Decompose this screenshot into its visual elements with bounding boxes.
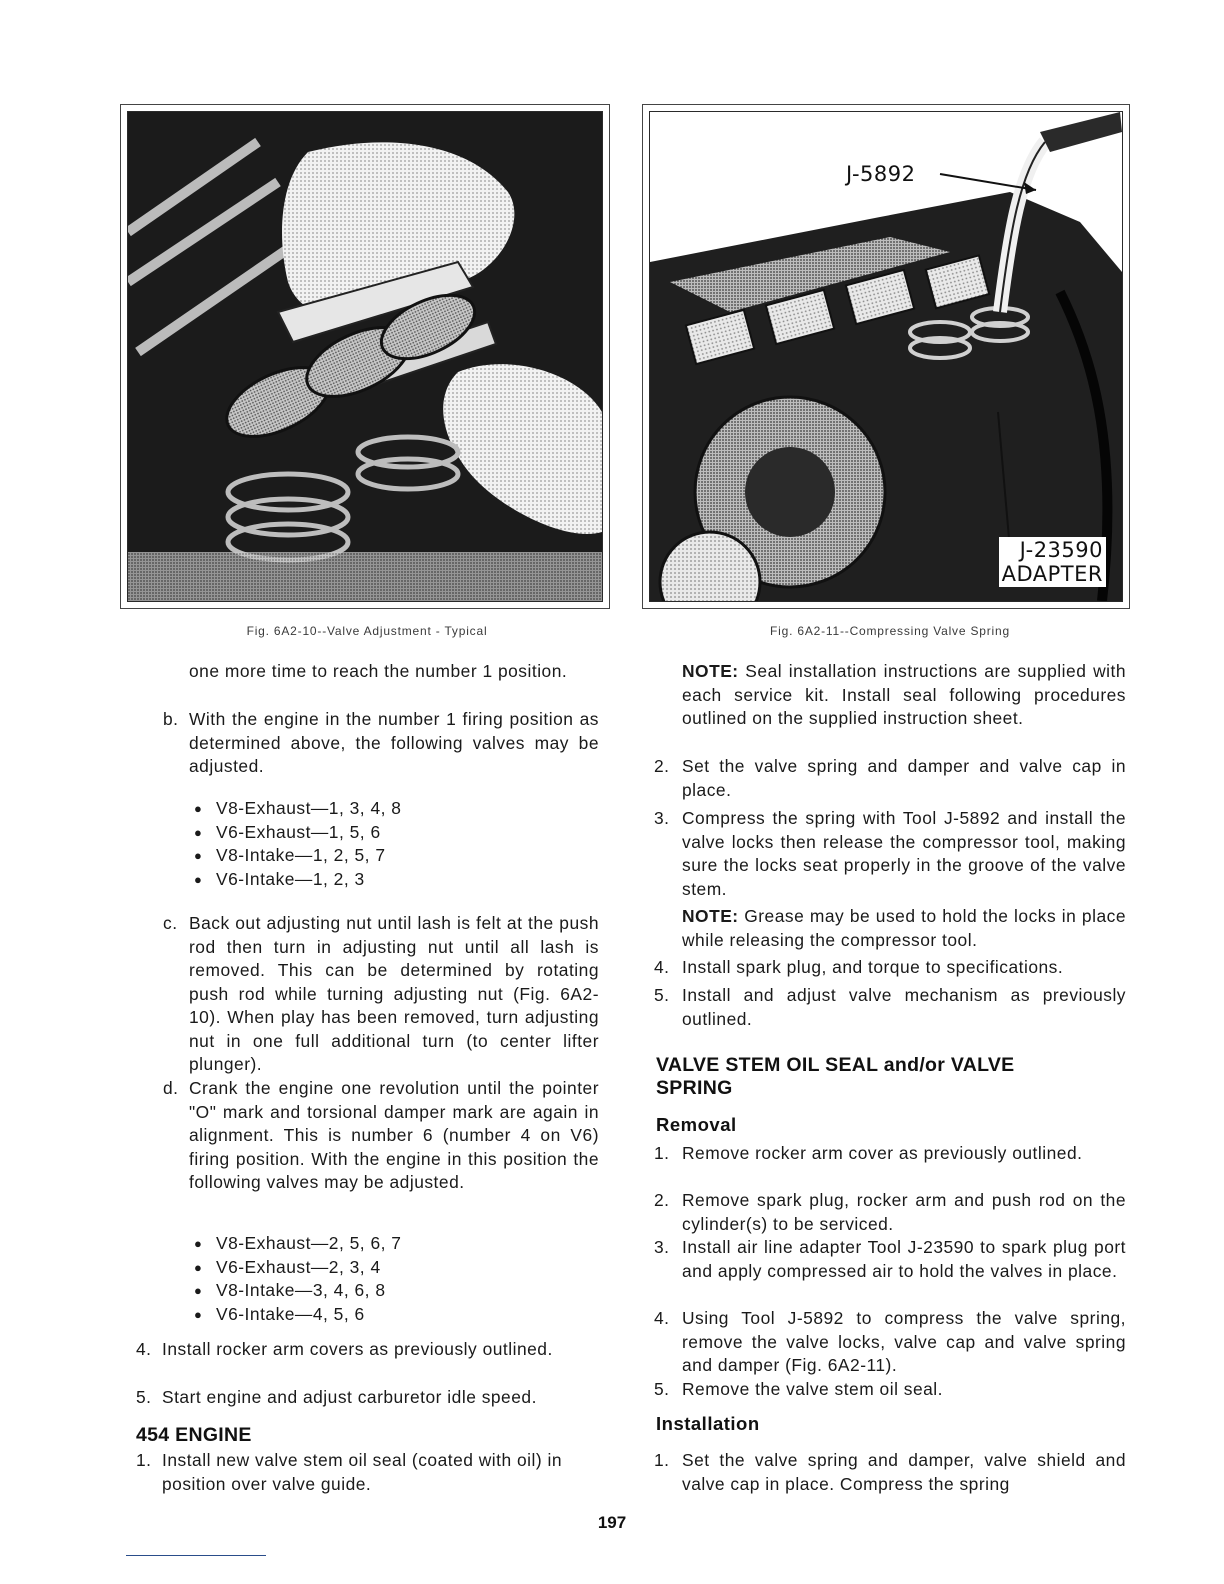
step-d-marker: d. — [163, 1078, 179, 1098]
bullet-icon: ● — [194, 848, 203, 863]
step-454-1-text: Install new valve stem oil seal (coated with oil) in position over valve guide. — [162, 1450, 563, 1494]
valve-adjustment-photo — [127, 111, 603, 602]
note-grease-text: Grease may be used to hold the locks in place while releasing the compressor tool. — [682, 906, 1126, 950]
step-4-text: Install spark plug, and torque to specifications. — [682, 957, 1064, 977]
valve-adjustment-illustration — [128, 112, 602, 601]
step-5-text: Install and adjust valve mechanism as previously outlined. — [682, 985, 1126, 1029]
note-label: NOTE: — [682, 906, 739, 926]
step-2-marker: 2. — [654, 756, 670, 776]
bullet-icon: ● — [194, 1283, 203, 1298]
step-b-text: With the engine in the number 1 firing position as determined above, the following valves may be adjusted. — [189, 709, 599, 776]
removal-step-2-text: Remove spark plug, rocker arm and push rod on the cylinder(s) to be serviced. — [682, 1190, 1126, 1234]
note-label: NOTE: — [682, 661, 739, 681]
note-grease — [682, 905, 1126, 952]
bullet-icon: ● — [194, 824, 203, 840]
step-b-marker: b. — [163, 709, 179, 729]
note-seal-installation-text: Seal installation instructions are supplied with each service kit. Install seal following procedures outlined on the supplied instruction sheet. — [682, 661, 1126, 728]
bullet-icon: ● — [194, 1236, 203, 1251]
footer-rule — [126, 1555, 266, 1556]
bullet-icon: ● — [194, 801, 203, 816]
continuation-paragraph: one more time to reach the number 1 position. — [189, 661, 568, 681]
installation-heading: Installation — [656, 1413, 760, 1434]
removal-step-4-text: Using Tool J-5892 to compress the valve spring, remove the valve locks, valve cap and valve spring and damper (Fig. 6A2-11). — [682, 1308, 1126, 1375]
bullet-icon: ● — [194, 1259, 203, 1275]
figure-compressing-valve-spring — [642, 104, 1130, 609]
figure-valve-adjustment — [120, 104, 610, 609]
step-3-text: Compress the spring with Tool J-5892 and install the valve locks then release the compressor tool, making sure the locks seat properly in the groove of the valve stem. — [682, 808, 1126, 899]
step-c-marker: c. — [163, 913, 178, 933]
step-3-marker: 3. — [654, 808, 670, 828]
removal-step-3-text: Install air line adapter Tool J-23590 to spark plug port and apply compressed air to hold the valves in place. — [682, 1237, 1126, 1281]
installation-step-1-text: Set the valve spring and damper, valve shield and valve cap in place. Compress the spring — [682, 1450, 1126, 1494]
removal-step-2-marker: 2. — [654, 1190, 670, 1210]
step-454-1-marker: 1. — [136, 1450, 152, 1470]
note-seal-installation — [682, 660, 1126, 731]
section-heading-valve-stem-oil-seal: VALVE STEM OIL SEAL and/or VALVE SPRING — [656, 1054, 1015, 1099]
step-5-marker: 5. — [654, 985, 670, 1005]
page-number: 197 — [597, 1513, 627, 1532]
step-4-marker: 4. — [136, 1339, 152, 1359]
figure-caption-6a2-11: Fig. 6A2-11--Compressing Valve Spring — [770, 624, 1010, 638]
callout-j-23590-line1: J-23590 — [1019, 538, 1103, 562]
step-4-text: Install rocker arm covers as previously outlined. — [162, 1339, 553, 1359]
removal-step-3-marker: 3. — [654, 1237, 670, 1257]
step-5-text: Start engine and adjust carburetor idle speed. — [162, 1387, 537, 1407]
callout-j-5892: J-5892 — [846, 162, 916, 186]
removal-step-1-text: Remove rocker arm cover as previously outlined. — [682, 1143, 1083, 1163]
heading-454-engine: 454 ENGINE — [136, 1424, 252, 1446]
removal-step-5-marker: 5. — [654, 1379, 670, 1399]
step-5-marker: 5. — [136, 1387, 152, 1407]
compressing-valve-spring-photo — [649, 111, 1123, 602]
removal-step-4-marker: 4. — [654, 1308, 670, 1328]
removal-step-1-marker: 1. — [654, 1143, 670, 1163]
callout-j-23590-adapter — [999, 537, 1106, 587]
bullet-icon: ● — [194, 871, 203, 887]
step-c-text: Back out adjusting nut until lash is felt at the push rod then turn in adjusting nut until all lash is removed. This can be determined by rotating push rod while turning adjusting nut (Fig. 6A2-10). When play has been removed, turn adjusting nut in one full additional turn (to center lifter plunger). — [189, 913, 599, 1074]
callout-adapter-line2: ADAPTER — [1001, 562, 1103, 586]
bullet-icon: ● — [194, 1306, 203, 1322]
installation-step-1-marker: 1. — [654, 1450, 670, 1470]
removal-step-5-text: Remove the valve stem oil seal. — [682, 1379, 944, 1399]
step-d-text: Crank the engine one revolution until the pointer "O" mark and torsional damper mark are again in alignment. This is number 6 (number 4 on V6) firing position. With the engine in this position the following valves may be adjusted. — [189, 1078, 599, 1192]
removal-heading: Removal — [656, 1114, 737, 1135]
step-2-text: Set the valve spring and damper and valve cap in place. — [682, 756, 1126, 800]
step-4-marker: 4. — [654, 957, 670, 977]
figure-caption-6a2-10: Fig. 6A2-10--Valve Adjustment - Typical — [246, 624, 488, 638]
